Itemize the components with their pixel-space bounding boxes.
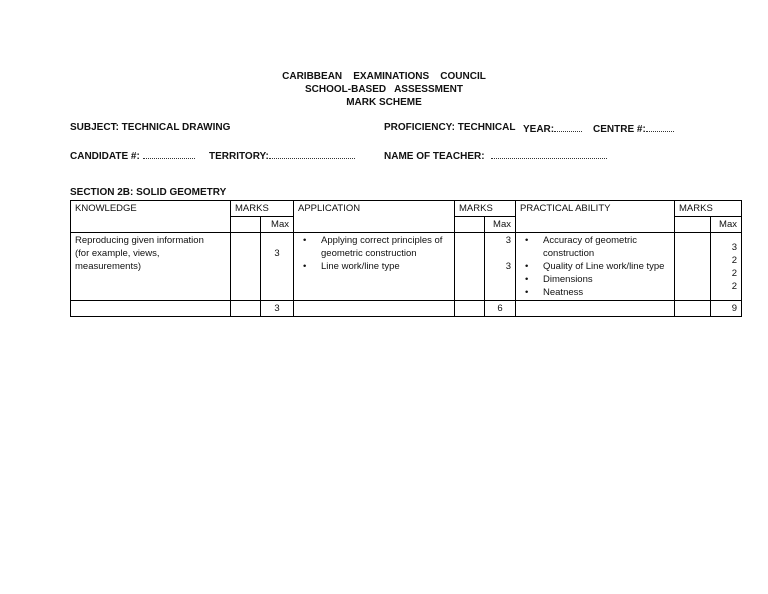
empty-cell <box>294 301 455 317</box>
list-item: • Dimensions <box>539 273 670 286</box>
table-row <box>71 233 742 301</box>
centre-blank <box>646 122 674 132</box>
year-blank <box>554 122 582 132</box>
candidate-blank <box>143 149 195 159</box>
candidate-field[interactable] <box>70 149 195 162</box>
empty-cell <box>675 233 711 301</box>
application-mark: 3 <box>505 261 511 272</box>
header-marks-knowledge: MARKS <box>231 201 294 217</box>
practical-mark: 2 <box>731 281 737 292</box>
candidate-label: CANDIDATE #: <box>70 151 140 162</box>
list-item: • Line work/line type <box>317 260 450 273</box>
empty-cell <box>675 217 711 233</box>
knowledge-max <box>261 233 294 301</box>
practical-mark: 3 <box>731 242 737 253</box>
list-item: • Applying correct principles of geometric construction <box>317 234 450 260</box>
title-line-council: CARIBBEAN EXAMINATIONS COUNCIL <box>282 71 486 82</box>
empty-cell <box>231 233 261 301</box>
teacher-blank <box>491 149 607 159</box>
practical-criteria <box>516 233 675 301</box>
header-marks-practical: MARKS <box>675 201 742 217</box>
application-total: 6 <box>485 301 516 317</box>
empty-cell <box>231 217 261 233</box>
mark-scheme-table <box>70 200 742 317</box>
title-line-sba: SCHOOL-BASED ASSESSMENT <box>305 84 463 95</box>
header-marks-application: MARKS <box>455 201 516 217</box>
territory-blank <box>269 149 355 159</box>
empty-cell <box>675 301 711 317</box>
document-title <box>0 70 768 109</box>
application-mark: 3 <box>505 235 511 246</box>
title-line-mark-scheme: MARK SCHEME <box>346 97 422 108</box>
year-label: YEAR: <box>523 124 555 135</box>
empty-cell <box>231 301 261 317</box>
application-max <box>485 233 516 301</box>
list-item: • Accuracy of geometric construction <box>539 234 670 260</box>
practical-mark: 2 <box>731 268 737 279</box>
territory-label: TERRITORY: <box>209 151 269 162</box>
totals-row <box>71 301 742 317</box>
knowledge-line: Reproducing given information <box>75 235 204 246</box>
proficiency-label: PROFICIENCY: TECHNICAL <box>384 122 516 133</box>
empty-cell <box>516 301 675 317</box>
max-header: Max <box>261 217 294 233</box>
centre-label: CENTRE #: <box>593 124 646 135</box>
centre-field[interactable] <box>593 122 674 135</box>
territory-field[interactable] <box>209 149 355 162</box>
knowledge-criteria <box>71 233 231 301</box>
list-item: • Quality of Line work/line type <box>539 260 670 273</box>
teacher-label: NAME OF TEACHER: <box>384 151 485 162</box>
subject-label: SUBJECT: TECHNICAL DRAWING <box>70 122 231 133</box>
practical-max <box>711 233 742 301</box>
knowledge-total: 3 <box>261 301 294 317</box>
section-heading: SECTION 2B: SOLID GEOMETRY <box>70 187 227 198</box>
empty-cell <box>455 233 485 301</box>
practical-total: 9 <box>711 301 742 317</box>
year-field[interactable] <box>523 122 582 135</box>
knowledge-line: measurements) <box>75 261 141 272</box>
max-header: Max <box>711 217 742 233</box>
header-practical: PRACTICAL ABILITY <box>516 201 675 233</box>
knowledge-line: (for example, views, <box>75 248 160 259</box>
empty-cell <box>71 301 231 317</box>
max-header: Max <box>485 217 516 233</box>
application-criteria <box>294 233 455 301</box>
empty-cell <box>455 217 485 233</box>
header-knowledge: KNOWLEDGE <box>71 201 231 233</box>
knowledge-max-value: 3 <box>274 248 280 259</box>
practical-mark: 2 <box>731 255 737 266</box>
empty-cell <box>455 301 485 317</box>
list-item: • Neatness <box>539 286 670 299</box>
table-header-row <box>71 201 742 217</box>
teacher-field[interactable] <box>384 149 607 162</box>
header-application: APPLICATION <box>294 201 455 233</box>
